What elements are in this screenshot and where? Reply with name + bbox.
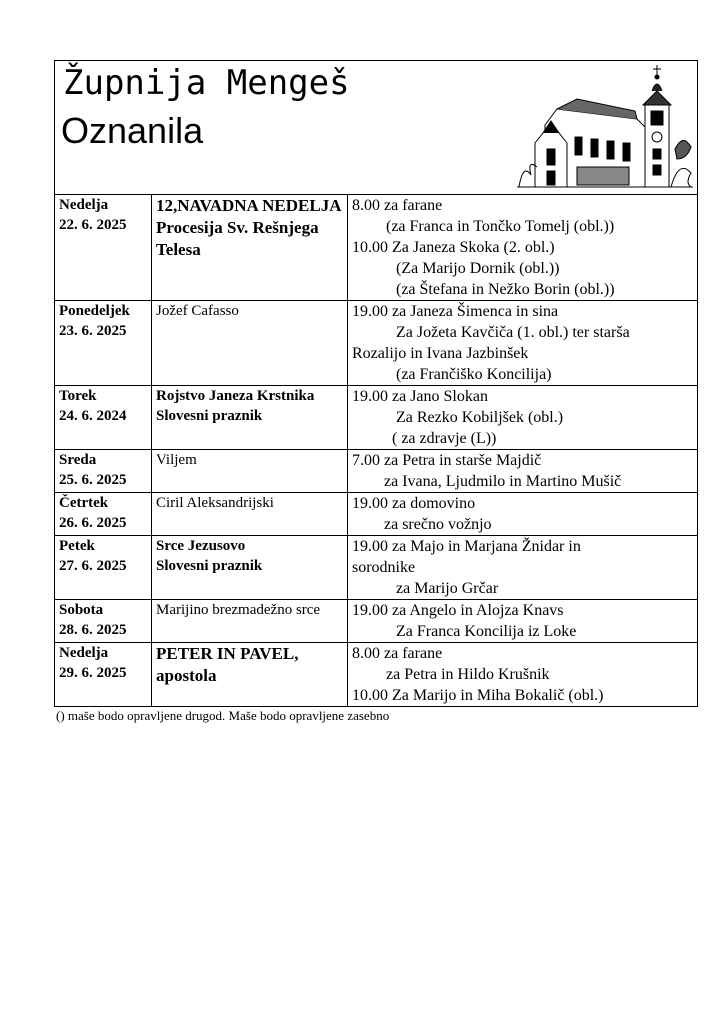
day-cell	[55, 536, 152, 600]
day-name: Petek	[59, 538, 95, 554]
table-row	[55, 493, 698, 536]
mass-cell	[348, 195, 698, 301]
day-name: Nedelja	[59, 645, 109, 661]
feast-line: Viljem	[156, 452, 197, 468]
mass-line: 8.00 za farane	[352, 197, 443, 214]
feast-line: Srce Jezusovo	[156, 538, 246, 554]
feast-line: Marijino brezmadežno srce	[156, 602, 321, 618]
day-date: 25. 6. 2025	[59, 472, 127, 488]
mass-cell	[348, 301, 698, 386]
feast-line: Rojstvo Janeza Krstnika	[156, 388, 315, 404]
day-date: 22. 6. 2025	[59, 217, 127, 233]
day-name: Nedelja	[59, 197, 109, 213]
table-row	[55, 195, 698, 301]
bulletin-sheet	[54, 60, 698, 724]
page-title: Župnija Mengeš	[63, 63, 350, 103]
mass-line: 7.00 za Petra in starše Majdič	[352, 452, 542, 469]
mass-line: za Marijo Grčar	[396, 580, 499, 597]
feast-cell	[152, 386, 348, 450]
mass-line: (za Frančiško Koncilija)	[396, 366, 552, 383]
header	[54, 60, 698, 194]
mass-line: Za Jožeta Kavčiča (1. obl.) ter starša	[396, 324, 630, 341]
mass-line: Za Franca Koncilija iz Loke	[396, 623, 577, 640]
table-row	[55, 600, 698, 643]
day-cell	[55, 301, 152, 386]
table-row	[55, 536, 698, 600]
mass-line: Rozalijo in Ivana Jazbinšek	[352, 345, 529, 362]
mass-cell	[348, 536, 698, 600]
feast-cell	[152, 600, 348, 643]
feast-cell	[152, 301, 348, 386]
mass-line: 19.00 za Angelo in Alojza Knavs	[352, 602, 564, 619]
day-date: 27. 6. 2025	[59, 558, 127, 574]
footnote: () maše bodo opravljene drugod. Maše bodo opravljene zasebno	[56, 708, 390, 723]
day-cell	[55, 600, 152, 643]
mass-line: (za Štefana in Nežko Borin (obl.))	[396, 281, 615, 298]
feast-line: Slovesni praznik	[156, 408, 263, 424]
feast-line: Slovesni praznik	[156, 558, 263, 574]
mass-line: ( za zdravje (L))	[392, 430, 497, 447]
mass-line: (za Franca in Tončko Tomelj (obl.))	[386, 218, 615, 235]
mass-line: 19.00 za Majo in Marjana Žnidar in	[352, 538, 581, 555]
schedule-table	[54, 194, 698, 707]
day-date: 24. 6. 2024	[59, 408, 127, 424]
mass-cell	[348, 600, 698, 643]
mass-line: 8.00 za farane	[352, 645, 443, 662]
feast-cell	[152, 493, 348, 536]
day-name: Sreda	[59, 452, 97, 468]
mass-line: Za Rezko Kobiljšek (obl.)	[396, 409, 564, 426]
page-subtitle: Oznanila	[61, 110, 204, 151]
mass-line: za srečno vožnjo	[384, 516, 492, 533]
feast-cell	[152, 536, 348, 600]
day-cell	[55, 643, 152, 707]
mass-line: sorodnike	[352, 559, 416, 576]
mass-line: za Petra in Hildo Krušnik	[386, 666, 550, 683]
mass-cell	[348, 386, 698, 450]
feast-line: 12,NAVADNA NEDELJA	[156, 196, 342, 215]
mass-cell	[348, 643, 698, 707]
day-name: Sobota	[59, 602, 104, 618]
day-date: 26. 6. 2025	[59, 515, 127, 531]
feast-line: Jožef Cafasso	[156, 303, 239, 319]
table-row	[55, 643, 698, 707]
day-name: Četrtek	[59, 495, 109, 511]
mass-line: za Ivana, Ljudmilo in Martino Mušič	[384, 473, 622, 490]
feast-cell	[152, 450, 348, 493]
table-row	[55, 386, 698, 450]
mass-cell	[348, 493, 698, 536]
church-illustration-icon	[517, 63, 693, 189]
day-date: 29. 6. 2025	[59, 665, 127, 681]
day-date: 23. 6. 2025	[59, 323, 127, 339]
day-date: 28. 6. 2025	[59, 622, 127, 638]
feast-line: apostola	[156, 666, 217, 685]
table-row	[55, 301, 698, 386]
mass-line: 10.00 Za Marijo in Miha Bokalič (obl.)	[352, 687, 604, 704]
day-cell	[55, 195, 152, 301]
feast-line: Ciril Aleksandrijski	[156, 495, 274, 511]
day-cell	[55, 450, 152, 493]
mass-cell	[348, 450, 698, 493]
mass-line: 19.00 za domovino	[352, 495, 476, 512]
feast-line: PETER IN PAVEL,	[156, 644, 299, 663]
feast-cell	[152, 195, 348, 301]
day-name: Torek	[59, 388, 97, 404]
mass-line: 10.00 Za Janeza Skoka (2. obl.)	[352, 239, 555, 256]
day-name: Ponedeljek	[59, 303, 130, 319]
mass-line: 19.00 za Jano Slokan	[352, 388, 488, 405]
feast-cell	[152, 643, 348, 707]
day-cell	[55, 493, 152, 536]
table-row	[55, 450, 698, 493]
mass-line: 19.00 za Janeza Šimenca in sina	[352, 303, 559, 320]
feast-line: Procesija Sv. Rešnjega Telesa	[156, 218, 319, 259]
day-cell	[55, 386, 152, 450]
mass-line: (Za Marijo Dornik (obl.))	[396, 260, 560, 277]
